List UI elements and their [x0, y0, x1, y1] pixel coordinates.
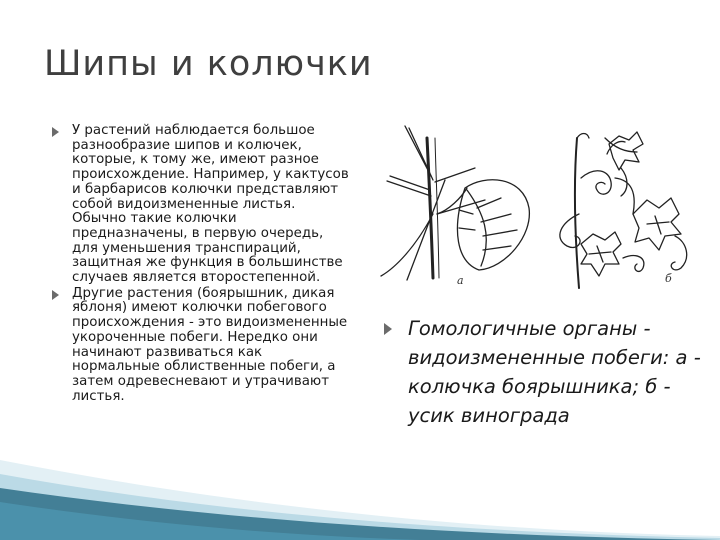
slide-title: Шипы и колючки — [44, 44, 373, 84]
bullet-text: У растений наблюдается большое разнообразие шипов и колючек, которые, к тому же, имеют разное происхождение. Например, у кактусов и барбарисов колючки представляют собой видоизмененные листья. Обычно такие колючки предназначены, в первую очередь, для уменьшения транспираций, защитная же функция в большинстве случаев является второстепенной. — [72, 123, 349, 286]
right-bullet-list — [384, 314, 704, 431]
left-bullet-list — [52, 124, 352, 405]
figure-label-b: б — [665, 272, 672, 285]
figure-label-a: а — [457, 274, 464, 287]
bullet-arrow-icon — [52, 290, 59, 300]
list-item — [52, 124, 352, 286]
list-item — [52, 287, 352, 405]
bullet-arrow-icon — [52, 127, 59, 137]
plant-illustration — [375, 118, 705, 300]
plant-drawing — [375, 118, 705, 300]
bottom-wave-decoration — [0, 440, 720, 540]
bullet-text: Другие растения (боярышник, дикая яблоня) имеют колючки побегового происхождения - это видоизмененные укороченные побеги. Нередко они начинают развиваться как нормальные облиственные побеги, а затем одревесневают и утрачивают листья. — [72, 285, 348, 404]
bullet-arrow-icon — [384, 323, 392, 335]
bullet-text: Гомологичные органы - видоизмененные побеги: а - колючка боярышника; б - усик винограда — [408, 317, 701, 427]
list-item — [384, 314, 704, 430]
